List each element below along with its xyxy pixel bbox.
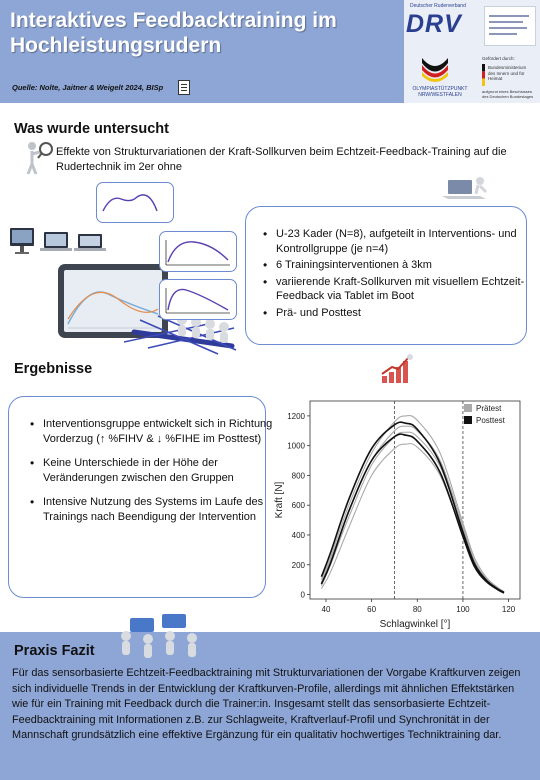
y-axis-label: Kraft [N] <box>274 481 285 519</box>
monitor-icon <box>10 228 34 254</box>
laptop-icon <box>40 232 106 251</box>
list-item: • Keine Unterschiede in der Höhe der Veränderungen zwischen den Gruppen <box>43 456 279 485</box>
list-item: • 6 Trainingsinterventionen à 3km <box>276 258 538 273</box>
drv-tagline: Deutscher Ruderverband <box>410 3 466 9</box>
tablet-icon <box>58 264 168 338</box>
plot-frame <box>310 401 520 599</box>
source-citation: Quelle: Nolte, Jaitner & Weigelt 2024, BISp <box>12 83 164 92</box>
institute-seal-icon <box>484 6 536 46</box>
osp-logo-text <box>412 86 468 98</box>
x-tick-label: 100 <box>456 605 470 614</box>
page-title: Interaktives Feedbacktraining im Hochleistungsrudern <box>10 9 337 57</box>
list-item: • U-23 Kader (N=8), aufgeteilt in Interventions- und Kontrollgruppe (je n=4) <box>276 227 538 256</box>
osp-line-1: OLYMPIASTÜTZPUNKT <box>412 86 468 92</box>
y-tick-label: 600 <box>291 501 305 511</box>
target-curve-callout-1 <box>96 182 174 223</box>
results-heading: Ergebnisse <box>14 361 93 377</box>
olympiastuetzpunkt-logo-icon <box>418 54 452 84</box>
force-curve-chart <box>270 395 532 630</box>
document-icon[interactable] <box>178 80 190 95</box>
posttest-curve <box>321 422 504 592</box>
y-tick-label: 400 <box>291 530 305 540</box>
y-tick-label: 800 <box>291 471 305 481</box>
list-item: • Interventionsgruppe entwickelt sich in Richtung Vorderzug (↑ %FIHV & ↓ %FIHE im Posttest) <box>43 417 279 446</box>
bmi-note: aufgrund eines Beschlusses des Deutschen Bundestages <box>482 89 534 99</box>
list-item: • variierende Kraft-Sollkurven mit visuellem Echtzeit-Feedback via Tablet im Boot <box>276 275 538 304</box>
drv-logo: DRV <box>406 10 462 38</box>
x-tick-label: 80 <box>412 605 422 614</box>
fazit-heading: Praxis Fazit <box>14 643 95 659</box>
posttest-curve <box>321 434 504 593</box>
study-bullet-list <box>256 227 538 322</box>
y-tick-label: 1000 <box>287 441 305 451</box>
laptop-figure-icon <box>440 172 490 202</box>
target-curve-callout-3 <box>159 279 237 320</box>
study-description: Effekte von Strukturvariationen der Kraft-Sollkurven beim Echtzeit-Feedback-Training auf die Rudertechnik im 2er ohne <box>56 146 507 173</box>
target-curve-callout-2 <box>159 231 237 272</box>
fazit-text: Für das sensorbasierte Echtzeit-Feedbacktraining mit Strukturvariationen der Vorgabe Kraftkurven zeigen sich individuelle Trends in der Entwicklung der Kraftkurven-Profile, allerdings mit ähnlichen Effektstärken wie für ein Training mit Feedback durch die Trainer:in. Insgesamt stellt das sensorbasierte Echtzeit-Feedbacktraining mit Informationen z.B. zur Schlagweite, Kraftverlauf-Profil und Synchronität in der Mannschaft grundsätzlich eine effektive Ergänzung für ein qualitativ hochwertiges Techniktraining dar. <box>12 667 521 742</box>
list-item: • Prä- und Posttest <box>276 306 538 321</box>
results-bullet-list <box>23 417 279 534</box>
magnifier-figure-icon <box>24 140 54 176</box>
bmi-funded-label: Gefördert durch: <box>482 56 515 61</box>
bmi-name: Bundesministerium des Innern und für Heimat <box>488 65 527 81</box>
study-design-box <box>245 206 527 345</box>
y-tick-label: 1200 <box>287 411 305 421</box>
x-tick-label: 60 <box>367 605 377 614</box>
y-tick-label: 0 <box>300 590 305 600</box>
y-tick-label: 200 <box>291 560 305 570</box>
study-heading: Was wurde untersucht <box>14 121 169 137</box>
x-tick-label: 120 <box>501 605 516 614</box>
rising-bar-chart-icon <box>380 352 414 384</box>
osp-line-2: NRW/WESTFALEN <box>418 92 462 98</box>
legend-label: Prätest <box>476 404 502 413</box>
german-flag-icon <box>482 64 485 86</box>
x-axis-label: Schlagwinkel [°] <box>379 619 451 630</box>
results-box <box>8 396 273 598</box>
legend-swatch <box>464 416 472 424</box>
team-puzzle-icon <box>116 612 204 660</box>
x-tick-label: 40 <box>321 605 331 614</box>
list-item: • Intensive Nutzung des Systems im Laufe des Trainings nach Beendigung der Intervention <box>43 495 279 524</box>
legend-swatch <box>464 404 472 412</box>
legend-label: Posttest <box>476 416 505 425</box>
